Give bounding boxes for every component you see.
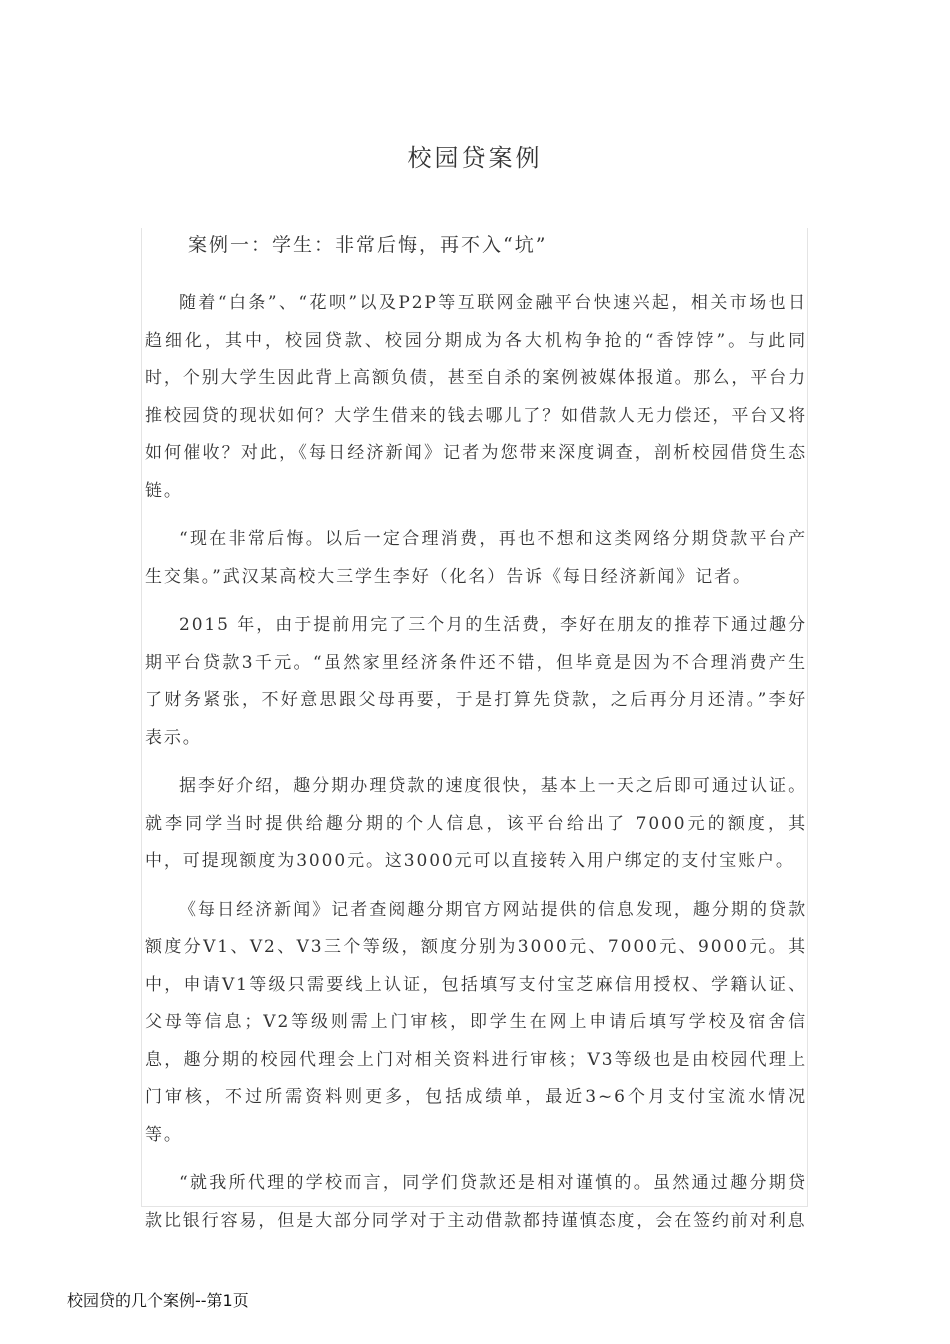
paragraph-1: 随着“白条”、“花呗”以及P2P等互联网金融平台快速兴起，相关市场也日趋细化，其中，校园贷款、校园分期成为各大机构争抢的“香饽饽”。与此同时，个别大学生因此背上高额负债，甚至自杀的案例被媒体报道。那么，平台力推校园贷的现状如何？大学生借来的钱去哪儿了？如借款人无力偿还，平台又将如何催收？对此，《每日经济新闻》记者为您带来深度调查，剖析校园借贷生态链。 [145, 293, 807, 501]
paragraph-4: 据李好介绍，趣分期办理贷款的速度很快，基本上一天之后即可通过认证。就李同学当时提供给趣分期的个人信息，该平台给出了 7000元的额度，其中，可提现额度为3000元。这3000元可以直接转入用户绑定的支付宝账户。 [145, 776, 807, 871]
paragraph-3: 2015 年，由于提前用完了三个月的生活费，李好在朋友的推荐下通过趣分期平台贷款3千元。“虽然家里经济条件还不错，但毕竟是因为不合理消费产生了财务紧张，不好意思跟父母再要，于是打算先贷款，之后再分月还清。”李好表示。 [145, 615, 807, 748]
paragraph-5: 《每日经济新闻》记者查阅趣分期官方网站提供的信息发现，趣分期的贷款额度分V1、V2、V3三个等级，额度分别为3000元、7000元、9000元。其中，申请V1等级只需要线上认证，包括填写支付宝芝麻信用授权、学籍认证、父母等信息；V2等级则需上门审核，即学生在网上申请后填写学校及宿舍信息，趣分期的校园代理会上门对相关资料进行审核；V3等级也是由校园代理上门审核，不过所需资料则更多，包括成绩单，最近3~6个月支付宝流水情况等。 [145, 899, 807, 1145]
article-body [145, 285, 807, 1251]
paragraph-2: “现在非常后悔。以后一定合理消费，再也不想和这类网络分期贷款平台产生交集。”武汉某高校大三学生李好（化名）告诉《每日经济新闻》记者。 [145, 529, 807, 587]
paragraph-6: “就我所代理的学校而言，同学们贷款还是相对谨慎的。虽然通过趣分期贷款比银行容易，但是大部分同学对于主动借款都持谨慎态度，会在签约前对利息 [145, 1173, 807, 1231]
case-heading: 案例一：学生：非常后悔，再不入“坑” [188, 234, 548, 256]
document-title: 校园贷案例 [407, 144, 543, 172]
page-footer: 校园贷的几个案例--第1页 [67, 1291, 249, 1310]
